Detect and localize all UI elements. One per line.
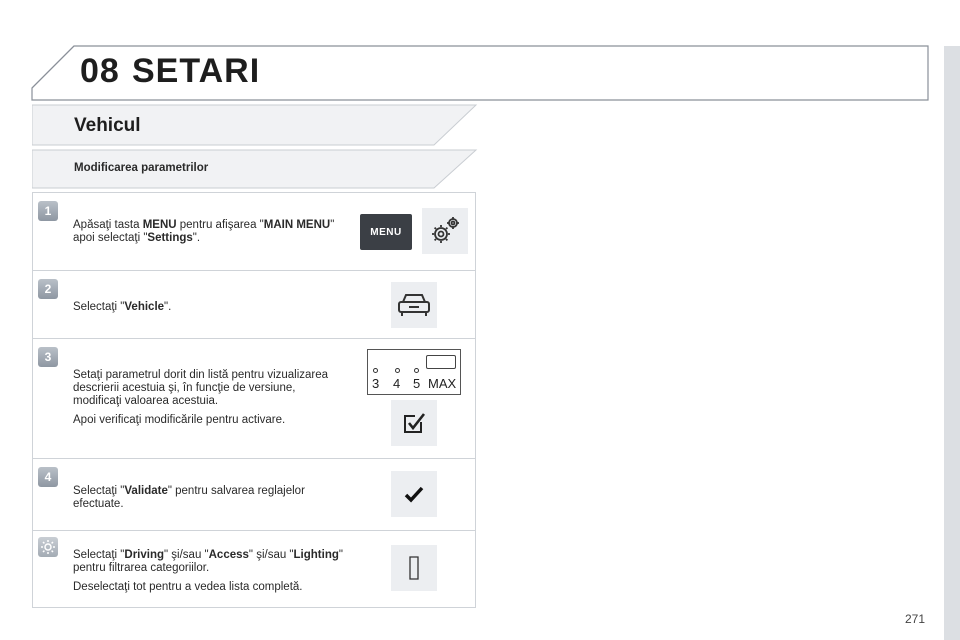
step-2-text: Selectaţi "Vehicle". <box>73 301 172 313</box>
step-badge: 4 <box>38 467 58 487</box>
light-icon <box>38 537 58 557</box>
step-5-text: Selectaţi "Driving" şi/sau "Access" şi/sau "Lighting" pentru filtrarea categoriilor. Deselectaţi tot pentru a vedea lista completă. <box>73 549 343 593</box>
step-badge: 1 <box>38 201 58 221</box>
step-badge: 3 <box>38 347 58 367</box>
page-edge-bar <box>944 46 960 640</box>
checkbox-tick-icon <box>391 400 437 446</box>
menu-button-image: MENU <box>360 214 412 250</box>
page-number: 271 <box>905 612 926 626</box>
checkmark-icon <box>391 471 437 517</box>
section-title: Vehicul <box>74 115 141 136</box>
lcd-display-image: 3 4 5 MAX <box>367 349 461 395</box>
subsection-title: Modificarea parametrilor <box>74 162 209 174</box>
car-icon <box>391 282 437 328</box>
settings-gears-icon <box>422 208 468 254</box>
chapter-number: 08 <box>80 52 120 90</box>
chapter-title: SETARI <box>132 52 261 90</box>
step-1-text: Apăsaţi tasta MENU pentru afişarea "MAIN MENU" apoi selectaţi "Settings". <box>73 219 335 244</box>
step-4-text: Selectaţi "Validate" pentru salvarea reglajelor efectuate. <box>73 485 305 510</box>
filter-icon <box>391 545 437 591</box>
step-3-text: Setaţi parametrul dorit din listă pentru vizualizarea descrierii acestuia şi, în funcţie de versiune, modificaţi valoarea acestuia. Apoi verificaţi modificările pentru activare. <box>73 369 329 426</box>
step-badge: 2 <box>38 279 58 299</box>
